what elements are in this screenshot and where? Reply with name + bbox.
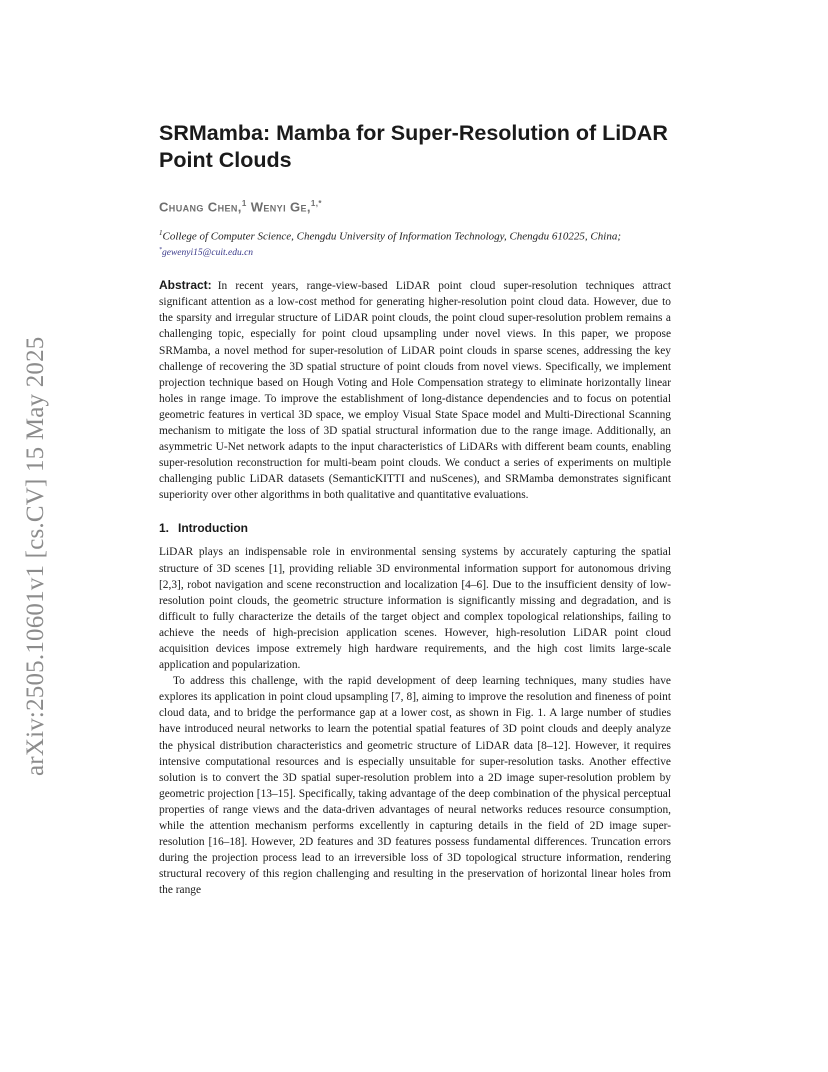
author-affiliation (159, 227, 671, 244)
author-affiliation-mark: 1 (241, 199, 247, 208)
abstract (159, 277, 671, 503)
section-title: Introduction (178, 521, 248, 536)
affiliation-mark: 1 (159, 229, 163, 238)
author-name: Wenyi Ge, (250, 199, 311, 215)
section-number: 1. (159, 521, 170, 536)
abstract-label: Abstract: (159, 278, 212, 293)
arxiv-identifier-stamp (14, 296, 58, 776)
affiliation-text: College of Computer Science, Chengdu University of Information Technology, Chengdu 610225, China; (162, 230, 621, 243)
paper-page (159, 120, 671, 899)
corresponding-email (159, 244, 671, 259)
section-heading-introduction (159, 520, 671, 536)
body-paragraph: LiDAR plays an indispensable role in environmental sensing systems by accurately capturing the spatial structure of 3D scenes [1], providing reliable 3D environmental information support for autonomous driving [2,3], robot navigation and scene reconstruction and localization [4–6]. Due to the insufficient density of low-resolution point clouds, the geometric structure information is significantly missing and degradation, and is difficult to fully characterize the details of the target object and complex topological relationships, failing to achieve the needs of high-precision application scenes. However, high-resolution LiDAR point cloud acquisition devices impose extremely high hardware requirements, and the high cost limits large-scale application and popularization. (159, 546, 671, 672)
arxiv-identifier: arXiv:2505.10601v1 [cs.CV] 15 May 2025 (22, 336, 49, 776)
email-link[interactable]: gewenyi15@cuit.edu.cn (162, 248, 254, 259)
body-paragraph: To address this challenge, with the rapid development of deep learning techniques, many studies have explores its application in point cloud upsampling [7, 8], aiming to improve the resolution and fineness of point cloud data, and to bridge the performance gap at a lower cost, as shown in Fig. 1. A large number of studies have introduced neural networks to learn the potential spatial features of 3D point clouds and deeply analyze the physical distribution characteristics and geometric structure of LiDAR data [8–12]. However, it requires intensive computational resources and is especially unsuitable for super-resolution tasks. Another effective solution is to convert the 3D spatial super-resolution problem into a 2D image super-resolution problem by geometric projection [13–15]. Specifically, taking advantage of the deep combination of the physical perceptual properties of range views and the data-driven advantages of neural networks reduces resource consumption, while the attention mechanism performs excellently in capturing details in the field of 2D image super-resolution [16–18]. However, 2D features and 3D features possess fundamental differences. Truncation errors during the projection process lead to an irreversible loss of 3D topological structure information, rendering structural recovery of this region challenging and resulting in the preservation of horizontal linear holes from the range (159, 675, 671, 897)
author-name: Chuang Chen, (159, 199, 242, 215)
author-affiliation-mark: 1,* (310, 199, 322, 208)
author-list (159, 196, 671, 215)
abstract-text: In recent years, range-view-based LiDAR point cloud super-resolution techniques attract significant attention as a low-cost method for generating higher-resolution point cloud data. However, due to the sparsity and irregular structure of LiDAR point clouds, the point cloud super-resolution problem remains a challenging topic, especially for point cloud upsampling under novel views. In this paper, we propose SRMamba, a novel method for super-resolution of LiDAR point clouds in sparse scenes, addressing the key challenge of recovering the 3D spatial structure of point clouds from novel views. Specifically, we implement projection technique based on Hough Voting and Hole Compensation strategy to eliminate horizontally linear holes in range image. To improve the establishment of long-distance dependencies and to focus on potential geometric features in vertical 3D space, we employ Visual State Space model and Multi-Directional Scanning mechanism to mitigate the loss of 3D spatial structural information due to the range image. Additionally, an asymmetric U-Net network adapts to the input characteristics of LiDARs with different beam counts, enabling super-resolution reconstruction for multi-beam point clouds. We conduct a series of experiments on multiple challenging public LiDAR datasets (SemanticKITTI and nuScenes), and SRMamba demonstrates significant superiority over other algorithms in both qualitative and quantitative evaluations. (159, 280, 671, 502)
paper-title: SRMamba: Mamba for Super-Resolution of LiDAR Point Clouds (159, 121, 668, 172)
email-mark: * (159, 246, 162, 253)
